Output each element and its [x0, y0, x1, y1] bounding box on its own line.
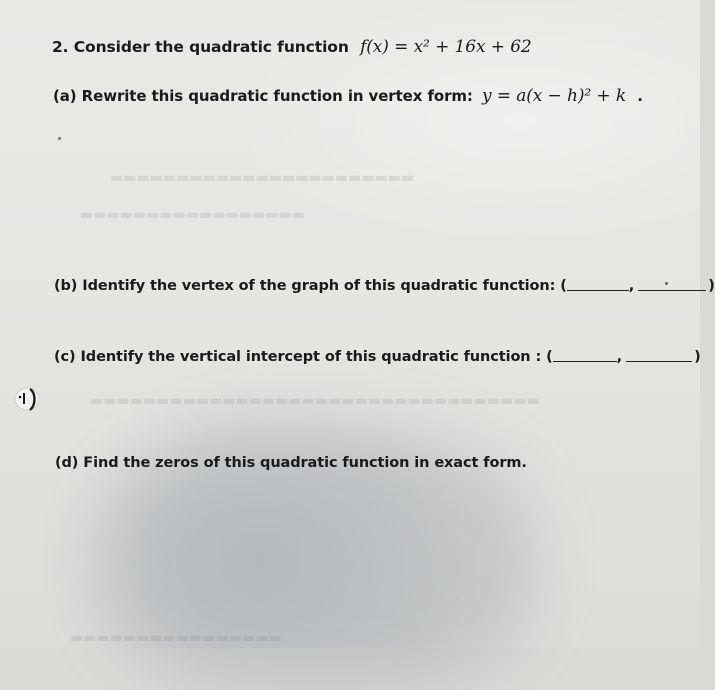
part-a — [53, 86, 643, 106]
bleed-through-line-2: ▬▬▬▬▬▬▬▬▬▬▬▬▬▬▬▬▬ — [80, 207, 305, 223]
margin-mark-icon — [12, 384, 46, 414]
part-c-text: Identify the vertical intercept of this quadratic function : ( — [80, 349, 553, 365]
intercept-y-blank[interactable] — [626, 349, 692, 362]
part-d-text: Find the zeros of this quadratic function in exact form. — [83, 455, 527, 471]
part-c-close: ) — [694, 349, 701, 365]
part-c — [54, 349, 701, 365]
part-b-close: ) — [708, 278, 715, 294]
part-c-comma: , — [616, 349, 623, 365]
bleed-through-line-3: ▬▬▬▬▬▬▬▬▬▬▬▬▬▬▬▬▬▬▬▬▬▬▬▬▬▬▬▬▬▬▬▬▬▬ — [90, 393, 540, 409]
part-b-text: Identify the vertex of the graph of this quadratic function: ( — [82, 278, 567, 294]
part-c-label: (c) — [54, 349, 76, 365]
vertex-k-blank[interactable] — [638, 278, 706, 291]
bleed-through-line-4: ▬▬▬▬▬▬▬▬▬▬▬▬▬▬▬▬ — [70, 630, 282, 646]
vertex-h-blank[interactable] — [567, 278, 629, 291]
question-intro: Consider the quadratic function — [73, 38, 349, 56]
function-expression — [360, 37, 532, 57]
intercept-x-blank[interactable] — [553, 349, 617, 362]
part-d — [55, 455, 527, 471]
function-text: f(x) = x² + 16x + 62 — [360, 37, 532, 57]
bleed-through-line-1: ▬▬▬▬▬▬▬▬▬▬▬▬▬▬▬▬▬▬▬▬▬▬▬ — [110, 170, 415, 186]
part-a-end: . — [637, 87, 643, 105]
part-a-text: Rewrite this quadratic function in vertex form: — [81, 87, 473, 105]
question-header — [52, 37, 532, 57]
part-b-label: (b) — [54, 278, 78, 294]
part-b — [54, 278, 715, 294]
speck — [58, 137, 61, 140]
question-number: 2. — [52, 38, 69, 56]
part-d-label: (d) — [55, 455, 79, 471]
speck — [665, 282, 668, 285]
part-a-label: (a) — [53, 87, 77, 105]
vertex-form-formula: y = a(x − h)² + k — [481, 86, 627, 106]
part-b-comma: , — [628, 278, 635, 294]
